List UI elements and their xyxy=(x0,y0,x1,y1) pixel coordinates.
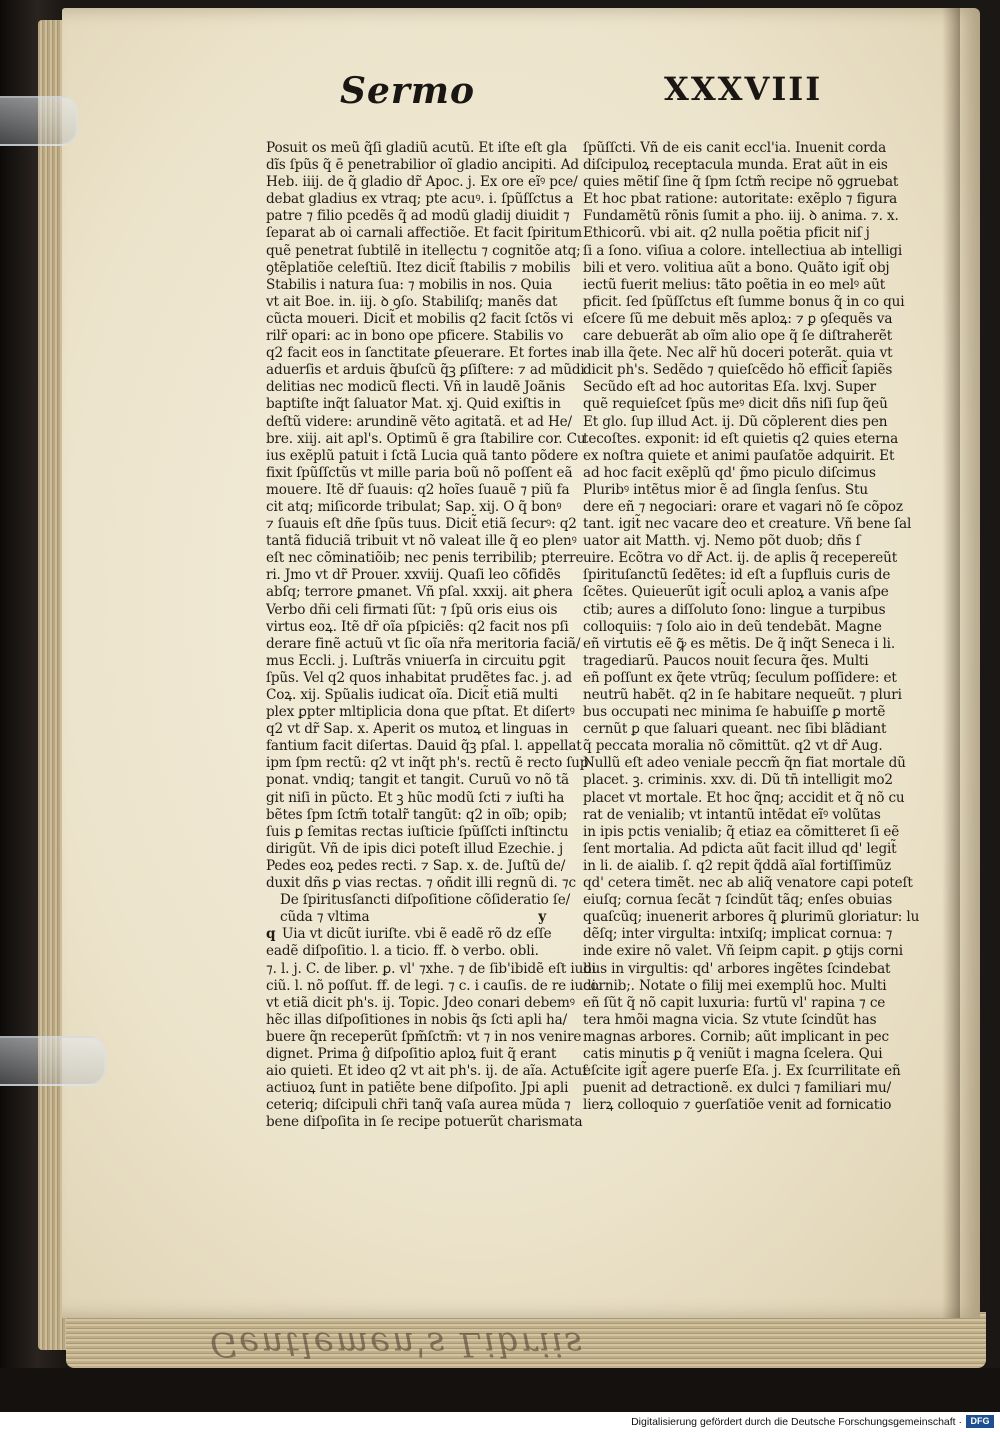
text-line: pficit. ſed ſpũſſctus eſt ſumme bonus q̃ in co qui xyxy=(583,293,905,310)
text-line: catis minutis ꝑ q̃ veniũt i magna ſcelera. Qui xyxy=(583,1045,883,1062)
right-column xyxy=(583,140,920,1114)
text-line: q̃ peccata moralia nõ cõmittũt. q2 vt dr̃ Aug. xyxy=(583,738,883,755)
text-line: ciũ. l. nõ poſſut. ff. de legi. ⁊ c. i cauſis. de re iudi. xyxy=(266,977,600,994)
section-heading-text: cũda ⁊ vltima xyxy=(280,909,370,926)
text-line: ſpirituſanctũ ſedẽtes: id eſt a ſupfluis curis de xyxy=(583,567,891,584)
text-line: cit atq; miſicorde tribulat; Sap. xij. O q̃ bonꝰ xyxy=(266,498,562,515)
text-line: ſent mortalia. Ad pdicta aũt facit illud qd' legit̃ xyxy=(583,840,897,857)
text-line: inde exire nõ valet. Vñ ſeipm capit. ꝑ ꝯtijs corni xyxy=(583,943,903,960)
text-line: eñ ſũt q̃ nõ capit luxuria: furtũ vl' rapina ⁊ ce xyxy=(583,994,886,1011)
text-line: Heb. iiij. de q̃ gladio dr̃ Apoc. j. Ex ore eĩꝰ pce/ xyxy=(266,174,578,191)
text-line: delitias nec modicũ flecti. Vñ in laudẽ Joãnis xyxy=(266,379,566,396)
text-line: rilr̃ opari: ac in bono ope pficere. Stabilis vo xyxy=(266,328,564,345)
text-line: Nullũ eſt adeo veniale peccm̃ q̃n fiat mortale dũ xyxy=(583,755,906,772)
text-line: qd' cetera timẽt. nec ab aliq̃ venatore capi poteſt xyxy=(583,875,913,892)
text-line: care debuerãt ab oĩm alio ope q̃ ſe diſtraherẽt xyxy=(583,328,893,345)
text-line: uire. Ecõtra vo dr̃ Act. ij. de aplis q̃ recepereũt xyxy=(583,550,898,567)
text-line: Verbo dñi celi firmati ſũt: ⁊ ſpũ oris eius ois xyxy=(266,601,558,618)
text-line: Ethicorũ. vbi ait. q2 nulla poẽtia pficit niſ j xyxy=(583,225,870,242)
signature-marker: y xyxy=(538,909,546,926)
text-line: actiuoꝝ ſunt in patiẽte bene diſpoſito. Jpi apli xyxy=(266,1080,569,1097)
text-line: ſeparat ab oi carnali affectiõe. Et facit ſpiritum xyxy=(266,225,582,242)
text-line-content: Uia vt dicũt iuriſte. vbi ẽ eadẽ rõ dz eſſe xyxy=(282,926,552,943)
text-line: mus Eccli. j. Luſtrãs vniuerſa in circuitu ꝑgit xyxy=(266,652,566,669)
text-line: in ipis pctis venialib; q̃ etiaz ea cõmitteret ſi eẽ xyxy=(583,823,900,840)
text-line: ponat. vndiq; tangit et tangit. Curuũ vo nõ tã xyxy=(266,772,569,789)
text-line: bus occupati nec minima ſe habuiſſe ꝑ mortẽ xyxy=(583,704,886,721)
text-line: ⁊ ſuauis eſt dñe ſpũs tuus. Dicit̃ etiã ſecurꝰ: q2 xyxy=(266,516,577,533)
text-line: eadẽ diſpoſitio. l. a ticio. ff. ꝺ verbo. obli. xyxy=(266,943,539,960)
text-line: hẽc illas diſpoſitiones in nobis q̃s ſcti apli ha/ xyxy=(266,1011,568,1028)
text-line: q2 facit eos in ſanctitate ꝑſeuerare. Et fortes in xyxy=(266,345,585,362)
text-line: fixit ſpũſſctũs vt mille paria boũ nõ poſſent eã xyxy=(266,464,573,481)
text-line: ab illa q̃ete. Nec alr̃ hũ doceri poterãt. quia vt xyxy=(583,345,893,362)
text-line: quẽ requieſcet ſpũs meꝰ dicit dñs niſi ſup q̃eũ xyxy=(583,396,888,413)
text-line: ꝯtẽplatiõe celeſtiũ. Itez dicit̃ ſtabilis ⁊ mobilis xyxy=(266,259,571,276)
text-line: mouere. Itẽ dr̃ ſuauis: q2 hoĩes ſuauẽ ⁊ piũ fa xyxy=(266,481,570,498)
text-line: plex ꝑpter mltiplicia dona que pſtat. Et diſertꝰ xyxy=(266,704,575,721)
funding-note: Digitalisierung gefördert durch die Deutsche Forschungsgemeinschaft · xyxy=(631,1416,962,1428)
text-line: bili et vero. volitiua aũt a bono. Quãto igit̃ obj xyxy=(583,259,890,276)
text-line: eſt nec cõminatiõib; nec penis terribilib; pterre xyxy=(266,550,584,567)
text-line: fantium facit diſertas. Dauid q̃ꝫ pſal. l. appellat xyxy=(266,738,582,755)
text-line: ex noſtra quiete et animi pauſatõe adquirit. Et xyxy=(583,447,895,464)
text-line: Et hoc pbat ratione: autoritate: exẽplo ⁊ figura xyxy=(583,191,898,208)
text-line: bre. xiij. ait apl's. Optimũ ẽ gra ſtabilire cor. Cu xyxy=(266,430,586,447)
text-line: ſi a ſono. viſiua a colore. intellectiua ab intelligi xyxy=(583,242,903,259)
text-line: tantã fiduciã tribuit vt nõ valeat ille q̃ eo plenꝰ xyxy=(266,533,577,550)
text-line: virtus eoꝝ. Itẽ dr̃ oĩa pſpiciẽs: q2 facit nos pſi xyxy=(266,618,569,635)
text-line: Coꝝ. xij. Spũalis iudicat oĩa. Dicit̃ etiã multi xyxy=(266,687,558,703)
text-line: ipm ſpm rectũ: q2 vt inq̃t ph's. rectũ ẽ recto ſup xyxy=(266,755,589,772)
text-line: magnas arbores. Cornib; aũt implicant in pec xyxy=(583,1028,890,1045)
text-line: aio quieti. Et ideo q2 vt ait ph's. ij. de aĩa. Actuſ xyxy=(266,1063,587,1080)
text-line: colloquiis: ⁊ ſolo aio in deũ tendebãt. Magne xyxy=(583,618,882,635)
text-line: ſuis ꝑ ſemitas rectas iuſticie ſpũſſcti inſtinctu xyxy=(266,823,569,840)
text-line: ⁊. l. j. C. de liber. ꝑ. vl' ⁊xhe. ⁊ de ſib'ibidẽ eſt iudi xyxy=(266,960,596,977)
text-line: dere eñ ⁊ negociari: orare et vagari nõ ſe cõpoz xyxy=(583,498,903,515)
text-line: bẽtes ſpm ſctm̃ totalr̃ tangũt: q2 in oĩb; opib; xyxy=(266,806,568,823)
page-clip-bottom xyxy=(0,1036,106,1086)
text-line: quies mẽtiſ ſine q̃ ſpm ſctm̃ recipe nõ ꝯgruebat xyxy=(583,174,899,191)
text-line: Pedes eoꝝ pedes recti. ⁊ Sap. x. de. Juſtũ de/ xyxy=(266,857,566,874)
text-line: dignet. Prima ĝ diſpoſitio aploꝝ fuit q̃ erant xyxy=(266,1045,557,1062)
text-line: dĩs ſpũs q̃ ē penetrabilior oĩ gladio ancipiti. Ad xyxy=(266,157,579,174)
text-line: tant. igit̃ nec vacare deo et creature. Vñ bene ſal xyxy=(583,516,912,533)
text-line: ſpũs. Vel q2 quos inhabitat prudẽtes fac. j. ad xyxy=(266,669,572,686)
text-line xyxy=(266,926,570,943)
section-heading-line xyxy=(266,909,570,926)
text-line: in li. de aialib. ſ. q2 repit q̃ddã aĩal fortiſſimũz xyxy=(583,857,891,874)
page-clip-top xyxy=(0,96,78,146)
text-line: cũcta moueri. Dicit̃ et mobilis q2 facit ſctõs vi xyxy=(266,310,574,327)
text-line: eiuſq; cornua ſecãt ⁊ ſcindũt tãq; enſes obuias xyxy=(583,892,893,909)
text-line: vt etiã dicit ph's. ij. Topic. Jdeo conari debemꝰ xyxy=(266,994,575,1011)
edge-lettering: Gentlemen's Libriis xyxy=(210,1324,585,1364)
text-line: quẽ penetrat ſubtilẽ in itellectu ⁊ cognitõe atq; xyxy=(266,242,581,259)
text-line: dicit ph's. Sedẽdo ⁊ quieſcẽdo hõ efficit̃ ſapiẽs xyxy=(583,362,893,379)
text-line: tecoſtes. exponit: id eſt quietis q2 quies eterna xyxy=(583,430,899,447)
text-line: duxit dñs ꝑ vias rectas. ⁊ oñdit illi regnũ di. ⁊c xyxy=(266,875,576,892)
text-line: eſcere ſũ me debuit mẽs aploꝝ: ⁊ ꝑ ꝯſequẽs va xyxy=(583,310,893,327)
text-line: tera hmõi magna vicia. Sz vtute ſcindũt has xyxy=(583,1011,877,1028)
footer-bar xyxy=(0,1412,1000,1432)
text-line: vt ait Boe. in. iij. ꝺ ꝯſo. Stabiliſq; manẽs dat xyxy=(266,293,558,310)
text-line: puenit ad detractionẽ. ex dulci ⁊ familiari mu/ xyxy=(583,1080,892,1097)
text-line: ſcẽtes. Quieuerũt igit̃ oculi aploꝝ a vanis aſpe xyxy=(583,584,889,601)
text-line: Fundamẽtũ rõnis ſumit a pho. iij. ꝺ anima. ⁊. x. xyxy=(583,208,899,225)
text-line: placet. ꝫ. criminis. xxv. di. Dũ tn̄ intelligit mo2 xyxy=(583,772,893,789)
text-line: tragediarũ. Paucos nouit ſecura q̃es. Multi xyxy=(583,652,869,669)
text-line: buere q̃n receperũt ſpm̃ſctm̃: vt ⁊ in nos venire xyxy=(266,1028,582,1045)
text-line: Secũdo eſt ad hoc autoritas Eſa. lxvj. Super xyxy=(583,379,876,396)
running-title: Sermo xyxy=(340,70,475,112)
text-line: eſcite igit̃ agere puerſe Eſa. j. Ex ſcurrilitate eñ xyxy=(583,1063,901,1080)
text-line: aduerſis et arduis q̃buſcũ q̃ꝫ ꝑſiſtere: ⁊ ad mũdi xyxy=(266,362,585,379)
text-line: dirigũt. Vñ de ipis dici poteſt illud Ezechie. j xyxy=(266,840,564,857)
text-line: git niſi in pũcto. Et ꝫ hũc modũ ſcti ⁊ iuſti ha xyxy=(266,789,565,806)
text-line: lierꝝ colloquio ⁊ ꝯuerſatiõe venit ad fornicatio xyxy=(583,1097,892,1114)
text-line: ad hoc facit exẽplũ qd' p̃mo piculo diſcimus xyxy=(583,464,876,481)
text-line: derare finẽ actuũ vt ſic oĩa nr̃a meritoria faciã/ xyxy=(266,635,581,652)
text-line: deſtũ videre: arundinẽ vẽto agitatã. et ad He/ xyxy=(266,413,572,430)
text-line: rat de venialib; vt intantũ intẽdat eĩꝰ volũtas xyxy=(583,806,881,823)
text-line: Pluribꝰ intẽtus mior ẽ ad ſingla ſenſus. Stu xyxy=(583,481,868,498)
text-line: cornib;. Notate o filij mei exemplũ hoc. Multi xyxy=(583,977,887,994)
text-line: ſpũſſcti. Vñ de eis canit eccl'ia. Inuenit corda xyxy=(583,140,887,156)
text-line: cernũt ꝑ que ſaluari queant. nec ſibi blãdiant xyxy=(583,721,887,738)
text-line: uator ait Matth. vj. Nemo põt duob; dñs ſ xyxy=(583,533,861,550)
guide-letter: q xyxy=(266,926,276,943)
text-line: iectũ fuerit melius: tãto poẽtia in eo melꝰ aũt xyxy=(583,276,886,293)
text-line: ctib; aures a diſſoluto ſono: lingue a turpibus xyxy=(583,601,886,618)
text-line: quaſcũq; inuenerit arbores q̃ ꝑlurimũ gloriatur: lu xyxy=(583,909,920,926)
text-line: Posuit os meũ q̃ſi gladiũ acutũ. Et iſte eſt gla xyxy=(266,140,568,156)
left-column xyxy=(266,140,600,1131)
text-line: Et glo. ſup illud Act. ij. Dũ cõplerent dies pen xyxy=(583,413,888,430)
text-line: dẽſq; inter virgulta: intxiſq; implicat cornua: ⁊ xyxy=(583,926,893,943)
text-line: baptiſte inq̃t ſaluator Mat. xj. Quid exiſtis in xyxy=(266,396,561,413)
folio-number: XXXVIII xyxy=(664,70,823,108)
text-line: diſcipuloꝝ receptacula munda. Erat aũt in eis xyxy=(583,157,888,174)
text-line: Stabilis i natura ſua: ⁊ mobilis in nos. Quia xyxy=(266,276,553,293)
bottom-shadow xyxy=(0,1368,1000,1412)
text-line: q2 vt dr̃ Sap. x. Aperit os mutoꝝ et linguas in xyxy=(266,721,569,738)
page-gutter xyxy=(942,8,960,1318)
text-line: ceteriq; diſcipuli chr̃i tanq̃ vaſa aurea mũda ⁊ xyxy=(266,1097,571,1114)
text-line: abſq; terrore ꝑmanet. Vñ pſal. xxxij. ait ꝑhera xyxy=(266,584,573,601)
text-line: neutrũ habẽt. q2 in ſe habitare nequeũt. ⁊ pluri xyxy=(583,687,902,703)
text-line: ius exẽplũ patuit i ſctã Lucia quã tanto põdere xyxy=(266,447,579,464)
text-line: bus in virgultis: qd' arbores ingẽtes ſcindebat xyxy=(583,960,891,977)
text-line: bene diſpoſita in ſe recipe potuerũt charismata xyxy=(266,1114,583,1131)
text-line: patre ⁊ filio pcedẽs q̃ ad modũ gladij diuidit ⁊ xyxy=(266,208,570,225)
dfg-logo: DFG xyxy=(966,1415,994,1428)
text-line: ri. Jmo vt dr̃ Prouer. xxviij. Quaſi leo cõfidẽs xyxy=(266,567,561,584)
text-line: eñ virtutis eẽ ꝙ̃ es mẽtis. De q̃ inq̃t Seneca i li. xyxy=(583,635,896,652)
text-line: placet vt mortale. Et hoc q̃nq; accidit et q̃ nõ cu xyxy=(583,789,905,806)
text-line: debat gladius ex vtraq; pte acuꝰ. i. ſpũſſctus a xyxy=(266,191,574,208)
text-line: eñ poſſunt ex q̃ete vtrũq; ſeculum poſſidere: et xyxy=(583,669,897,686)
section-heading-line: De ſpiritusſancti diſpoſitione cõſideratio ſe/ xyxy=(280,892,571,909)
